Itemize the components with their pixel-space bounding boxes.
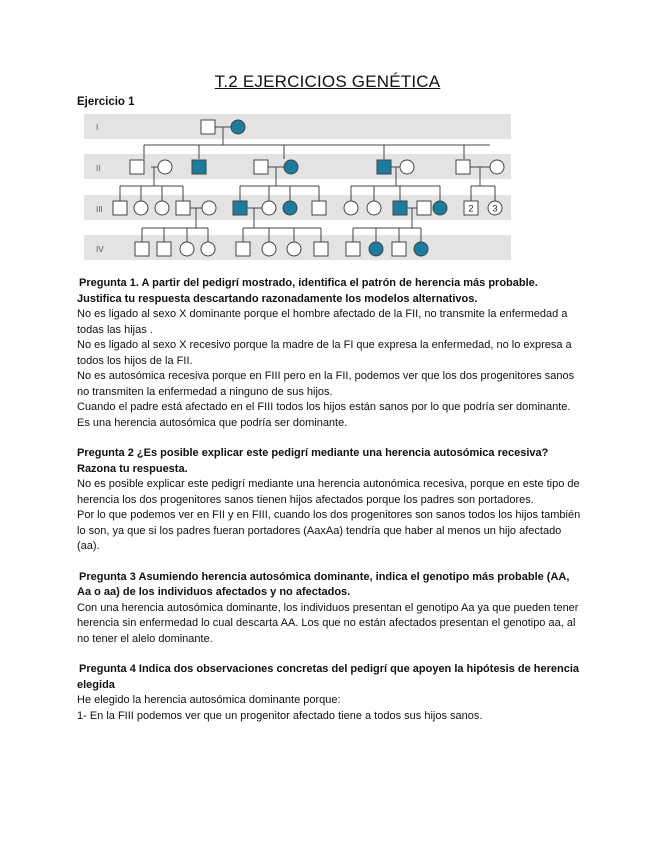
individual-I-2 bbox=[231, 120, 245, 134]
individual-IV-11 bbox=[392, 242, 406, 256]
gen-label-3: III bbox=[96, 205, 103, 214]
individual-III-4 bbox=[176, 201, 190, 215]
answer-3-1: Con una herencia autosómica dominante, los individuos presentan el genotipo Aa ya que pueden tener herencia sin enfermedad lo cual descarta AA. Los que no están afectados presentan el genotipo aa, al no tener el alelo dominante. bbox=[77, 601, 579, 645]
answer-1-4: Cuando el padre está afectado en el FIII todos los hijos están sanos por lo que podría ser dominante. bbox=[77, 401, 571, 413]
individual-II-8 bbox=[456, 160, 470, 174]
answer-2-1: No es posible explicar este pedigrí mediante una herencia autonómica recesiva, porque en este tipo de herencia los dos progenitores sanos tienen hijos afectados porque los padres son portadores. bbox=[77, 478, 580, 506]
answer-1-3: No es autosómica recesiva porque en FIII pero en la FII, podemos ver que los dos progenitores sanos no transmiten la enfermedad a ninguno de sus hijos. bbox=[77, 370, 575, 398]
individual-II-3 bbox=[192, 160, 206, 174]
answer-4-1: He elegido la herencia autosómica dominante porque: bbox=[77, 694, 341, 706]
individual-III-8 bbox=[283, 201, 297, 215]
answer-1-2: No es ligado al sexo X recesivo porque la madre de la FI que expresa la enfermedad, no lo expresa a todos los hijos de la FII. bbox=[77, 339, 572, 367]
individual-III-7 bbox=[262, 201, 276, 215]
answer-4-2: 1- En la FIII podemos ver que un progenitor afectado tiene a todos sus hijos sanos. bbox=[77, 709, 483, 722]
section-1 bbox=[77, 276, 582, 431]
individual-II-1 bbox=[130, 160, 144, 174]
individual-III-10 bbox=[344, 201, 358, 215]
numbered-symbol-2: 2 bbox=[468, 203, 474, 214]
individual-IV-5 bbox=[236, 242, 250, 256]
individual-III-9 bbox=[312, 201, 326, 215]
individual-II-6 bbox=[377, 160, 391, 174]
individual-III-2 bbox=[134, 201, 148, 215]
pedigree-chart bbox=[84, 112, 514, 264]
individual-III-5 bbox=[202, 201, 216, 215]
individual-IV-2 bbox=[157, 242, 171, 256]
section-3 bbox=[77, 570, 582, 648]
answer-1-1: No es ligado al sexo X dominante porque el hombre afectado de la FII, no transmite la enfermedad a todas las hijas . bbox=[77, 308, 568, 336]
page-title: T.2 EJERCICIOS GENÉTICA bbox=[214, 72, 441, 91]
gen-label-2: II bbox=[96, 164, 101, 173]
individual-IV-8 bbox=[314, 242, 328, 256]
individual-IV-3 bbox=[180, 242, 194, 256]
questions-body bbox=[77, 276, 582, 739]
individual-II-9 bbox=[490, 160, 504, 174]
individual-IV-10 bbox=[369, 242, 383, 256]
individual-III-11 bbox=[367, 201, 381, 215]
numbered-symbol-3: 3 bbox=[492, 203, 498, 214]
individual-I-1 bbox=[201, 120, 215, 134]
individual-IV-4 bbox=[201, 242, 215, 256]
section-4 bbox=[77, 662, 582, 724]
individual-III-14 bbox=[433, 201, 447, 215]
individual-IV-1 bbox=[135, 242, 149, 256]
question-4: Pregunta 4 Indica dos observaciones concretas del pedigrí que apoyen la hipótesis de herencia elegida bbox=[77, 663, 580, 691]
individual-III-6 bbox=[233, 201, 247, 215]
question-2: Pregunta 2 ¿Es posible explicar este pedigrí mediante una herencia autosómica recesiva? Razona tu respuesta. bbox=[77, 447, 549, 475]
answer-2-2: Por lo que podemos ver en FII y en FIII, cuando los dos progenitores son sanos todos los hijos también lo son, ya que si los padres fueran portadores (AaxAa) tendría que haber al menos un hijo afectado (aa). bbox=[77, 509, 581, 552]
individual-II-7 bbox=[400, 160, 414, 174]
individual-IV-7 bbox=[287, 242, 301, 256]
individual-IV-12 bbox=[414, 242, 428, 256]
individual-III-13 bbox=[417, 201, 431, 215]
generation-band-1 bbox=[84, 114, 511, 139]
answer-1-5: Es una herencia autosómica que podría ser dominante. bbox=[77, 416, 348, 429]
individual-III-1 bbox=[113, 201, 127, 215]
question-1: Pregunta 1. A partir del pedigrí mostrado, identifica el patrón de herencia más probable. Justifica tu respuesta descartando razonadamente los modelos alternativos. bbox=[77, 277, 538, 305]
individual-II-5 bbox=[284, 160, 298, 174]
individual-II-4 bbox=[254, 160, 268, 174]
question-3: Pregunta 3 Asumiendo herencia autosómica dominante, indica el genotipo más probable (AA, Aa o aa) de los individuos afectados y no afectados. bbox=[77, 570, 570, 598]
individual-IV-6 bbox=[262, 242, 276, 256]
individual-III-12 bbox=[393, 201, 407, 215]
section-2 bbox=[77, 446, 582, 555]
exercise-label: Ejercicio 1 bbox=[77, 96, 135, 108]
individual-III-3 bbox=[155, 201, 169, 215]
individual-II-2 bbox=[158, 160, 172, 174]
individual-IV-9 bbox=[346, 242, 360, 256]
gen-label-4: IV bbox=[96, 245, 104, 254]
gen-label-1: I bbox=[96, 123, 99, 132]
